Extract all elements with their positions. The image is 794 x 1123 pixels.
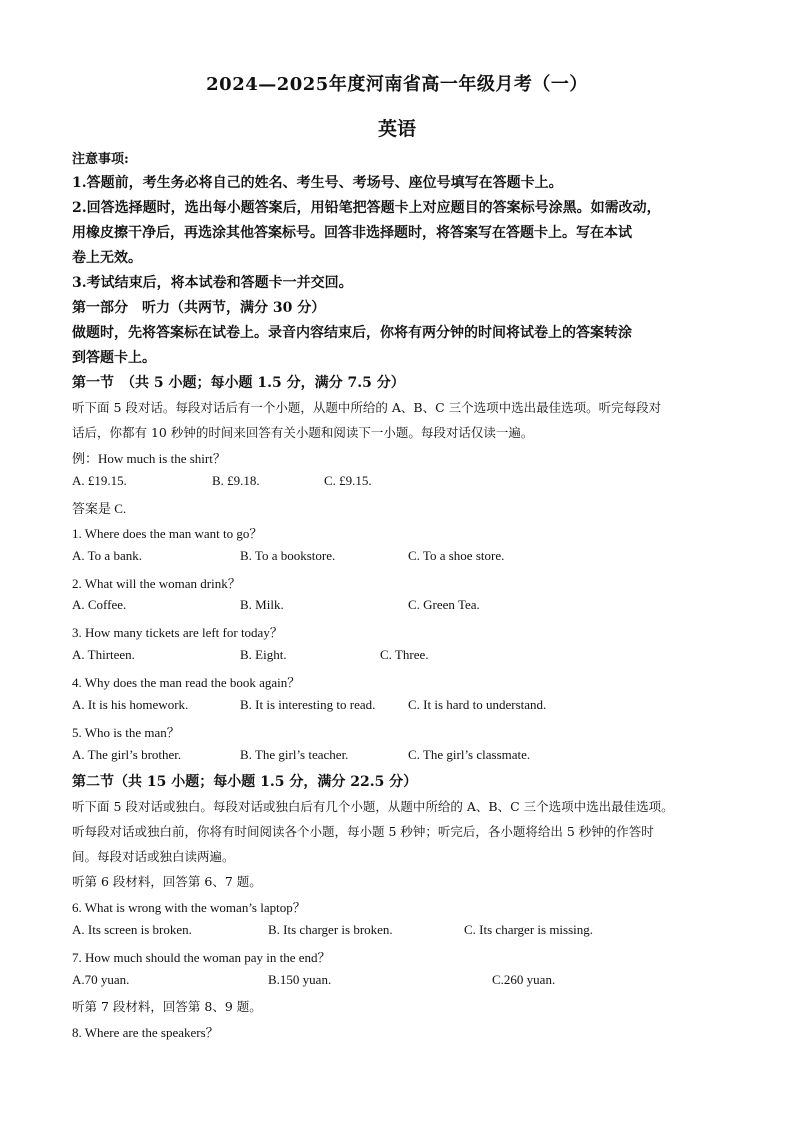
- q6-option-c: C. Its charger is missing.: [464, 922, 594, 937]
- material-7-label: 听第 7 段材料，回答第 8、9 题。: [72, 999, 262, 1014]
- section1-heading: 第一节 （共 5 小题；每小题 1.5 分，满分 7.5 分）: [72, 375, 405, 391]
- section2-heading: 第二节（共 15 小题；每小题 1.5 分，满分 22.5 分）: [72, 774, 418, 790]
- q1-option-c: C. To a shoe store.: [408, 548, 505, 563]
- section1-instruction-line-1: 听下面 5 段对话。每段对话后有一个小题，从题中所给的 A、B、C 三个选项中选出最佳选项。听完每段对: [72, 400, 662, 415]
- notes-heading: 注意事项:: [72, 152, 129, 167]
- question-1: 1. Where does the man want to go？: [72, 526, 263, 541]
- example-option-c: C. £9.15.: [324, 473, 372, 488]
- q2-option-b: B. Milk.: [240, 597, 284, 612]
- q3-option-b: B. Eight.: [240, 647, 287, 662]
- section2-instruction-line-3: 间。每段对话或独白读两遍。: [72, 849, 235, 864]
- question-5: 5. Who is the man？: [72, 725, 180, 740]
- example-answer: 答案是 C.: [72, 501, 127, 516]
- note-2-line-2: 用橡皮擦干净后，再选涂其他答案标号。回答非选择题时，将答案写在答题卡上。写在本试: [72, 225, 632, 241]
- question-8: 8. Where are the speakers？: [72, 1025, 219, 1040]
- section2-instruction-line-1: 听下面 5 段对话或独白。每段对话或独白后有几个小题，从题中所给的 A、B、C 三个选项中选出最佳选项。: [72, 799, 674, 814]
- question-6: 6. What is wrong with the woman’s laptop？: [72, 900, 306, 915]
- q2-option-c: C. Green Tea.: [408, 597, 480, 612]
- material-6-label: 听第 6 段材料，回答第 6、7 题。: [72, 874, 262, 889]
- exam-title: 2024—2025年度河南省高一年级月考（一）: [206, 74, 588, 95]
- q5-option-c: C. The girl’s classmate.: [408, 747, 531, 762]
- q7-option-b: B.150 yuan.: [268, 972, 332, 987]
- q4-option-c: C. It is hard to understand.: [408, 697, 547, 712]
- q7-option-c: C.260 yuan.: [492, 972, 556, 987]
- q4-option-b: B. It is interesting to read.: [240, 697, 376, 712]
- note-3: 3.考试结束后，将本试卷和答题卡一并交回。: [72, 275, 353, 291]
- question-4: 4. Why does the man read the book again？: [72, 675, 301, 690]
- example-option-b: B. £9.18.: [212, 473, 260, 488]
- example-option-a: A. £19.15.: [72, 473, 127, 488]
- q2-option-a: A. Coffee.: [72, 597, 127, 612]
- q5-option-b: B. The girl’s teacher.: [240, 747, 349, 762]
- q3-option-a: A. Thirteen.: [72, 647, 135, 662]
- note-2-line-3: 卷上无效。: [72, 250, 142, 266]
- question-7: 7. How much should the woman pay in the end？: [72, 950, 331, 965]
- q6-option-a: A. Its screen is broken.: [72, 922, 192, 937]
- q5-option-a: A. The girl’s brother.: [72, 747, 182, 762]
- question-3: 3. How many tickets are left for today？: [72, 625, 283, 640]
- q1-option-b: B. To a bookstore.: [240, 548, 336, 563]
- question-2: 2. What will the woman drink？: [72, 576, 241, 591]
- subject-title: 英语: [377, 118, 416, 140]
- part1-instruction-line-2: 到答题卡上。: [72, 350, 156, 366]
- part1-instruction-line-1: 做题时，先将答案标在试卷上。录音内容结束后，你将有两分钟的时间将试卷上的答案转涂: [72, 325, 632, 341]
- q3-option-c: C. Three.: [380, 647, 429, 662]
- note-2-line-1: 2.回答选择题时，选出每小题答案后，用铅笔把答题卡上对应题目的答案标号涂黑。如需改动，: [72, 200, 661, 216]
- note-1: 1.答题前，考生务必将自己的姓名、考生号、考场号、座位号填写在答题卡上。: [72, 175, 563, 191]
- example-question: 例：How much is the shirt？: [72, 451, 226, 466]
- section1-instruction-line-2: 话后，你都有 10 秒钟的时间来回答有关小题和阅读下一小题。每段对话仅读一遍。: [72, 425, 534, 440]
- q4-option-a: A. It is his homework.: [72, 697, 189, 712]
- q1-option-a: A. To a bank.: [72, 548, 142, 563]
- q7-option-a: A.70 yuan.: [72, 972, 130, 987]
- part1-heading: 第一部分 听力（共两节，满分 30 分）: [72, 300, 326, 316]
- section2-instruction-line-2: 听每段对话或独白前，你将有时间阅读各个小题，每小题 5 秒钟；听完后，各小题将给出 5 秒钟的作答时: [72, 824, 654, 839]
- q6-option-b: B. Its charger is broken.: [268, 922, 393, 937]
